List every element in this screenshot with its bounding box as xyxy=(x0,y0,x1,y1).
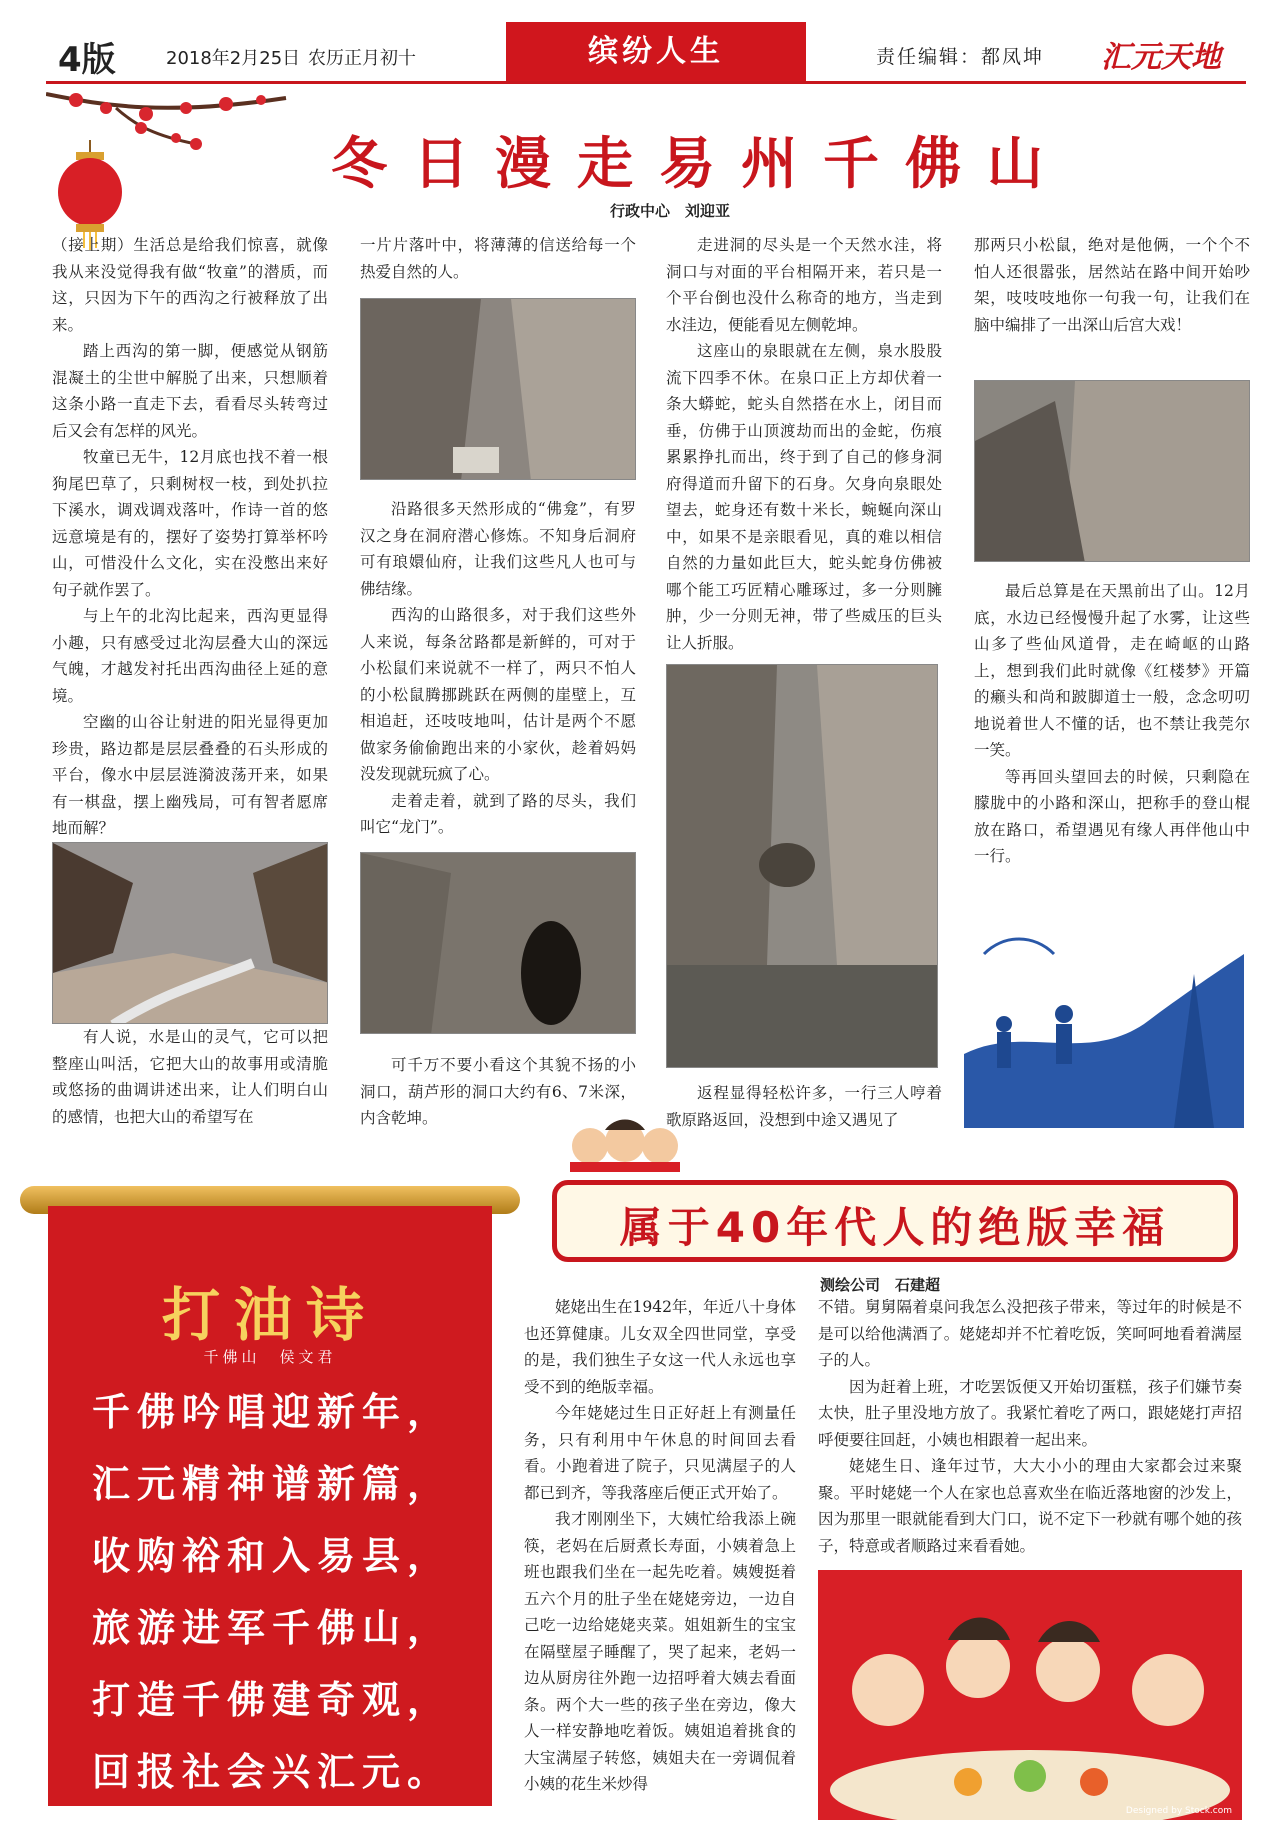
paragraph: 最后总算是在天黑前出了山。12月底，水边已经慢慢升起了水雾，让这些山多了些仙风道骨，走在崎岖的山路上，想到我们此时就像《红楼梦》开篇的癞头和尚和跛脚道士一般，念念叨叨地说着世人不懂的话，也不禁让我莞尔一笑。 xyxy=(974,582,1250,759)
poem-author: 千佛山 侯文君 xyxy=(203,1348,337,1366)
paragraph: 沿路很多天然形成的“佛龛”，有罗汉之身在洞府潜心修炼。不知身后洞府可有琅嬛仙府，让我们这些凡人也可与佛结缘。 xyxy=(360,500,636,598)
paragraph: 牧童已无牛，12月底也找不着一根狗尾巴草了，只剩树杈一枝，到处扒拉下溪水，调戏调戏落叶，作诗一首的悠远意境是有的，摆好了姿势打算举杯吟山，可惜没什么文化，实在没憋出来好句子就作罢了。 xyxy=(52,448,328,599)
paragraph: 走进洞的尽头是一个天然水洼，将洞口与对面的平台相隔开来，若只是一个平台倒也没什么称奇的地方，当走到水洼边，便能看见左侧乾坤。 xyxy=(666,236,942,334)
page-number: 4版 xyxy=(58,40,116,80)
article-title: 冬日漫走易州千佛山 xyxy=(331,131,1069,197)
paragraph: 我才刚刚坐下，大姨忙给我添上碗筷，老妈在后厨煮长寿面，小姨着急上班也跟我们坐在一起先吃着。姨嫂挺着五六个月的肚子坐在姥姥旁边，一边自己吃一边给姥姥夹菜。姐姐新生的宝宝在隔壁屋子睡醒了，哭了起来，老妈一边从厨房往外跑一边招呼着大姨去看面条。两个大一些的孩子坐在旁边，像大人一样安静地吃着饭。姨姐追着挑食的大宝满屋子转悠，姨姐夫在一旁调侃着小姨的花生米炒得 xyxy=(524,1510,796,1793)
poem-line: 收购裕和入易县， xyxy=(92,1533,453,1578)
article-column-3 xyxy=(666,232,942,656)
article-column-3b xyxy=(666,1080,942,1133)
paragraph: 走着走着，就到了路的尽头，我们叫它“龙门”。 xyxy=(360,791,636,836)
paragraph: 那两只小松鼠，绝对是他俩，一个个不怕人还很嚣张，居然站在路中间开始吵架，吱吱吱地你一句我一句，让我们在脑中编排了一出深山后宫大戏！ xyxy=(974,236,1250,334)
article2-column-2 xyxy=(818,1294,1242,1559)
paragraph: 与上午的北沟比起来，西沟更显得小趣，只有感受过北沟层叠大山的深远气魄，才越发衬托出西沟曲径上延的意境。 xyxy=(52,607,328,705)
article-column-2 xyxy=(360,232,636,285)
poem-line: 打造千佛建奇观， xyxy=(92,1677,453,1722)
section-banner: 缤纷人生 xyxy=(506,22,806,81)
poem-title: 打油诗 xyxy=(161,1281,378,1349)
scroll-paper xyxy=(48,1206,492,1806)
paragraph: 姥姥生日、逢年过节，大大小小的理由大家都会过来聚聚。平时姥姥一个人在家也总喜欢坐在临近落地窗的沙发上，因为那里一眼就能看到大门口，说不定下一秒就有哪个她的孩子，特意或者顺路过来看看她。 xyxy=(818,1457,1242,1555)
article2-byline: 测绘公司 石建超 xyxy=(820,1276,941,1294)
photo-cave-entrance xyxy=(360,852,636,1034)
lunar-date: 农历正月初十 xyxy=(308,48,416,69)
poem-line: 汇元精神谱新篇， xyxy=(92,1461,453,1506)
paragraph: 西沟的山路很多，对于我们这些外人来说，每条岔路都是新鲜的，可对于小松鼠们来说就不一样了，两只不怕人的小松鼠腾挪跳跃在两侧的崖壁上，互相追赶，还吱吱地叫，估计是两个不愿做家务偷偷跑出来的小家伙，趁着妈妈没发现就玩疯了心。 xyxy=(360,606,636,783)
paragraph: 返程显得轻松许多，一行三人哼着歌原路返回，没想到中途又遇见了 xyxy=(666,1084,942,1129)
paragraph: 可千万不要小看这个其貌不扬的小洞口，葫芦形的洞口大约有6、7米深，内含乾坤。 xyxy=(360,1056,636,1127)
article-column-4 xyxy=(974,232,1250,338)
paragraph: 因为赶着上班，才吃罢饭便又开始切蛋糕，孩子们嫌节奏太快，肚子里没地方放了。我紧忙着吃了两口，跟姥姥打声招呼便要往回赶，小姨也相跟着一起出来。 xyxy=(818,1377,1242,1449)
article2-column-1 xyxy=(524,1294,796,1798)
article2-title: 属于40年代人的绝版幸福 xyxy=(619,1203,1171,1252)
hikers-illustration xyxy=(964,914,1244,1128)
editor-credit: 责任编辑：都凤坤 xyxy=(876,46,1045,68)
paragraph: 等再回头望回去的时候，只剩隐在朦胧中的小路和深山，把称手的登山棍放在路口，希望遇见有缘人再伴他山中一行。 xyxy=(974,767,1250,865)
paragraph: 一片片落叶中，将薄薄的信送给每一个热爱自然的人。 xyxy=(360,236,636,281)
article-column-4b xyxy=(974,578,1250,870)
poem-scroll xyxy=(20,1178,520,1818)
cartoon-family-icon xyxy=(560,1112,690,1172)
article-column-2b xyxy=(360,496,636,841)
photo-gorge-pool xyxy=(666,664,938,1068)
brand-logo: 汇元天地 xyxy=(1101,40,1221,75)
paragraph: （接上期）生活总是给我们惊喜，就像我从来没觉得我有做“牧童”的潜质，而这，只因为下午的西沟之行被释放了出来。 xyxy=(52,236,328,334)
paragraph: 姥姥出生在1942年，年近八十身体也还算健康。儿女双全四世同堂，享受的是，我们独生子女这一代人永远也享受不到的绝版幸福。 xyxy=(524,1298,796,1396)
article-byline: 行政中心 刘迎亚 xyxy=(609,202,730,220)
poem-body xyxy=(92,1376,492,1808)
family-dinner-illustration xyxy=(818,1570,1242,1820)
paragraph: 空幽的山谷让射进的阳光显得更加珍贵，路边都是层层叠叠的石头形成的平台，像水中层层涟漪波荡开来，如果有一棋盘，摆上幽残局，可有智者愿席地而解？ xyxy=(52,713,328,837)
issue-date: 2018年2月25日 xyxy=(166,48,301,69)
paragraph: 不错。舅舅隔着桌问我怎么没把孩子带来，等过年的时候是不是可以给他满酒了。姥姥却并不忙着吃饭，笑呵呵地看着满屋子的人。 xyxy=(818,1298,1242,1369)
poem-line: 旅游进军千佛山， xyxy=(92,1605,453,1650)
paragraph: 踏上西沟的第一脚，便感觉从钢筋混凝土的尘世中解脱了出来，只想顺着这条小路一直走下去，看看尽头转弯过后又会有怎样的风光。 xyxy=(52,342,328,440)
photo-rock-face xyxy=(974,380,1250,562)
article2-banner xyxy=(552,1180,1238,1262)
paragraph: 今年姥姥过生日正好赶上有测量任务，只有利用中午休息的时间回去看看。小跑着进了院子，只见满屋子的人都已到齐，等我落座后便正式开始了。 xyxy=(524,1404,796,1502)
article-column-1b xyxy=(52,1024,328,1130)
poem-line: 回报社会兴汇元。 xyxy=(92,1749,453,1794)
photo-cliff-niche xyxy=(360,298,636,480)
page-header xyxy=(46,22,1246,84)
photo-stream xyxy=(52,842,328,1024)
poem-line: 千佛吟唱迎新年， xyxy=(92,1389,453,1434)
article-column-1 xyxy=(52,232,328,842)
paragraph: 有人说，水是山的灵气，它可以把整座山叫活，它把大山的故事用或清脆或悠扬的曲调讲述出来，让人们明白山的感情，也把大山的希望写在 xyxy=(52,1028,328,1126)
image-watermark: Designed by Stock.com xyxy=(1125,1806,1232,1816)
paragraph: 这座山的泉眼就在左侧，泉水股股流下四季不休。在泉口正上方却伏着一条大蟒蛇，蛇头自然搭在水上，闭目而垂，仿佛于山顶渡劫而出的金蛇，伤痕累累挣扎而出，终于到了自己的修身洞府得道而升留下的石身。欠身向泉眼处望去，蛇身还有数十米长，蜿蜒向深山中，如果不是亲眼看见，真的难以相信自然的力量如此巨大，蛇头蛇身仿佛被哪个能工巧匠精心雕琢过，多一分则臃肿，少一分则无神，带了些威压的巨头让人折服。 xyxy=(666,342,942,652)
